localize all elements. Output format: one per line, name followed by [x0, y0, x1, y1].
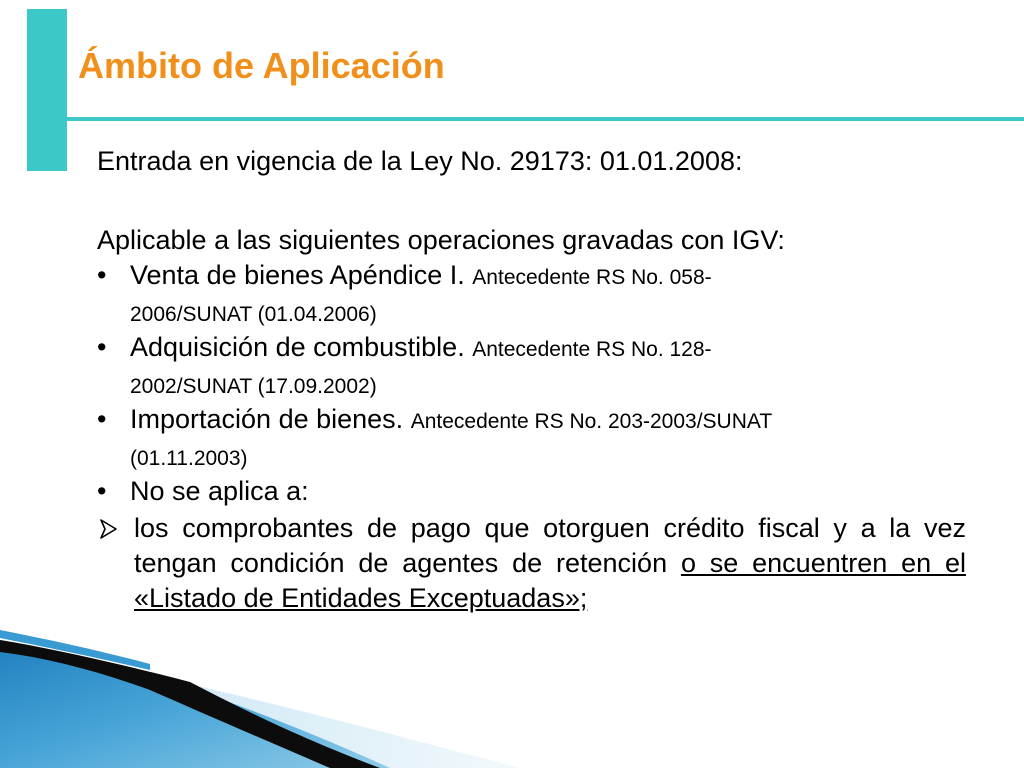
bullet-marker: • — [97, 404, 107, 434]
bullet-marker: • — [97, 332, 107, 362]
bullet-marker: • — [97, 260, 107, 290]
subheading: Aplicable a las siguientes operaciones gravadas con IGV: — [97, 225, 785, 255]
intro-text: Entrada en vigencia de la Ley No. 29173: 01.01.2008: — [97, 146, 743, 176]
slide-content — [97, 144, 966, 616]
bullet-reference-cont: 2002/SUNAT (17.09.2002) — [130, 375, 377, 398]
wave-decoration — [0, 630, 1024, 768]
bullet-reference: Antecedente RS No. 058- — [472, 266, 712, 289]
bullet-reference: Antecedente RS No. 203-2003/SUNAT — [410, 410, 773, 433]
bullet-main-text: Venta de bienes Apéndice I. — [130, 260, 465, 290]
bullet-reference-cont: (01.11.2003) — [130, 447, 248, 470]
title-underline — [67, 117, 1024, 121]
bullet-item — [97, 258, 966, 330]
bullet-reference-cont: 2006/SUNAT (01.04.2006) — [130, 303, 377, 326]
slide-title: Ámbito de Aplicación — [78, 45, 445, 86]
bullet-main-text: Adquisición de combustible. — [130, 332, 465, 362]
bullet-item — [97, 474, 966, 509]
exclusion-text: los comprobantes de pago que otorguen crédito fiscal y a la vez tengan condición de agentes de retención — [134, 513, 966, 578]
bullet-main-text: Importación de bienes. — [130, 404, 404, 434]
exclusion-text-underlined: o se encuentren en el «Listado de Entidades Exceptuadas»; — [134, 548, 966, 613]
spacer — [97, 179, 966, 223]
bullet-reference: Antecedente RS No. 128- — [472, 338, 712, 361]
accent-bar — [27, 9, 67, 171]
arrow-right-outline-icon — [97, 518, 119, 540]
bullet-item — [97, 330, 966, 402]
exclusion-item — [97, 511, 966, 616]
exclusion-heading: No se aplica a: — [130, 476, 309, 506]
bullet-item — [97, 402, 966, 474]
bullet-marker: • — [97, 476, 107, 506]
